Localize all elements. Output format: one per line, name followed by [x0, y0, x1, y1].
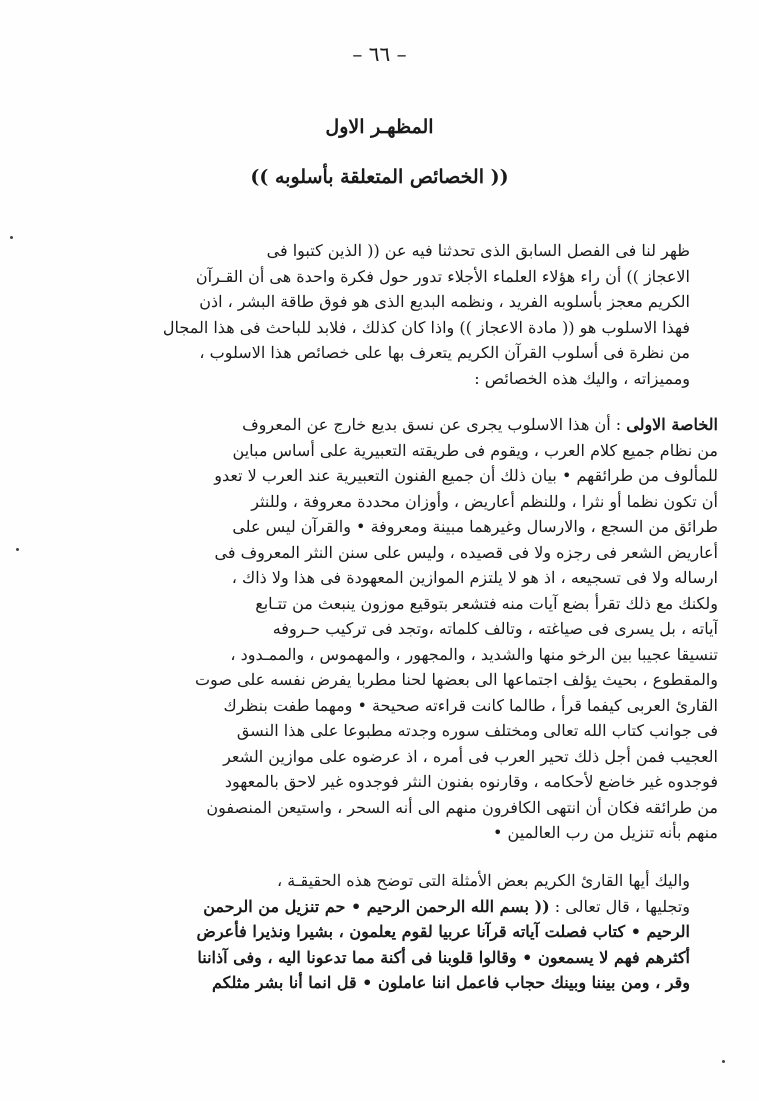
- page-number: – ٦٦ –: [352, 42, 407, 66]
- text-fragment: : أن هذا الاسلوب يجرى عن نسق بديع خارج عن المعروف: [242, 415, 627, 434]
- quran-quote-line: أكثرهم فهم لا يسمعون • وقالوا قلوبنا فى أكنة مما تدعونا اليه ، وفى آذاننا: [197, 947, 690, 967]
- text-line: الكريم معجز بأسلوبه الفريد ، ونظمه البديع الذى هو فوق طاقة البشر ، اذن: [199, 292, 690, 311]
- text-line: الاعجاز )) أن راء هؤلاء العلماء الأجلاء تدور حول فكرة واحدة هى أن القـرآن: [195, 266, 690, 286]
- text-line: تنسيقا عجيبا بين الرخو منها والشديد ، والمجهور ، والمهموس ، والممـدود ،: [230, 644, 718, 664]
- text-line: [96, 412, 718, 438]
- text-line: [96, 894, 718, 920]
- text-line: أعاريض الشعر فى رجزه ولا فى قصيده ، وليس على سنن النثر المعروف فى: [214, 542, 718, 562]
- text-line: من طرائقه فكان أن انتهى الكافرون منهم الى أنه السحر ، واستيعن المنصفون: [206, 797, 718, 817]
- text-line: فى جوانب كتاب الله تعالى ومختلف سوره وجدته مطبوعا على هذا النسق: [236, 721, 718, 740]
- text-line: والمقطوع ، بحيث يؤلف اجتماعها الى بعضها لحنا مطربا يفرض نفسه على صوت: [194, 670, 718, 689]
- examples-paragraph: [96, 868, 718, 996]
- text-line: فوجدوه غير خاضع لأحكامه ، وقارنوه بفنون النثر فوجدوه غير لاحق بالمعهود: [224, 772, 718, 791]
- text-fragment: وتجليها ، قال تعالى :: [549, 896, 690, 916]
- text-line: القارئ العربى كيفما قرأ ، طالما كانت قراءته صحيحة • ومهما طفت بنظرك: [223, 695, 718, 715]
- text-line: من نظرة فى أسلوب القرآن الكريم يتعرف بها على خصائص هذا الاسلوب ،: [199, 343, 690, 362]
- quran-quote-line: الرحيم • كتاب فصلت آياته قرآنا عربيا لقوم يعلمون ، بشيرا ونذيرا فأعرض: [196, 922, 690, 941]
- text-line: للمألوف من طرائقهم • بيان ذلك أن جميع الفنون التعبيرية عند العرب لا تعدو: [214, 466, 718, 485]
- scan-speck: [10, 236, 13, 239]
- text-line: ومميزاته ، واليك هذه الخصائص :: [474, 368, 690, 388]
- characteristic-label: الخاصة الاولى: [626, 415, 718, 434]
- text-line: أن تكون نظما أو نثرا ، وللنظم أعاريض ، وأوزان محددة معروفة ، وللنثر: [251, 491, 718, 511]
- scan-speck: [722, 1060, 725, 1063]
- text-line: ارساله ولا فى تسجيعه ، اذ هو لا يلتزم الموازين المعهودة فى هذا ولا ذاك ،: [231, 568, 718, 587]
- text-line: ظهر لنا فى الفصل السابق الذى تحدثنا فيه عن (( الذين كتبوا فى: [266, 241, 690, 260]
- section-heading: المظهـر الاول: [325, 116, 434, 138]
- text-line: من نظام جميع كلام العرب ، ويقوم فى طريقته التعبيرية على أساس مباين: [232, 440, 718, 460]
- text-line: فهذا الاسلوب هو (( مادة الاعجاز )) واذا كان كذلك ، فلابد للباحث فى هذا المجال: [162, 317, 690, 337]
- text-line: منهم بأنه تنزيل من رب العالمين •: [493, 823, 718, 842]
- section-subheading: (( الخصائص المتعلقة بأسلوبه )): [250, 166, 509, 188]
- quran-quote-line: وقر ، ومن بيننا وبينك حجاب فاعمل اننا عاملون • قل انما أنا بشر مثلكم: [212, 973, 690, 992]
- text-line: طرائق من السجع ، والارسال وغيرهما مبينة ومعروفة • والقرآن ليس على: [232, 517, 718, 536]
- scan-speck: [16, 548, 19, 551]
- text-line: واليك أيها القارئ الكريم بعض الأمثلة التى توضح هذه الحقيقـة ،: [276, 871, 690, 890]
- first-characteristic-paragraph: [96, 412, 718, 846]
- text-line: ولكنك مع ذلك تقرأ بضع آيات منه فتشعر بتوقيع موزون ينبعث من تتـابع: [255, 593, 718, 613]
- intro-paragraph: [96, 238, 718, 391]
- text-line: آياته ، بل يسرى فى صياغته ، وتالف كلماته ،وتجد فى تركيب حـروفه: [272, 619, 718, 638]
- quran-quote: (( بسم الله الرحمن الرحيم • حم تنزيل من الرحمن: [203, 896, 550, 916]
- text-line: العجيب فمن أجل ذلك تحير العرب فى أمره ، اذ عرضوه على موازين الشعر: [223, 746, 718, 766]
